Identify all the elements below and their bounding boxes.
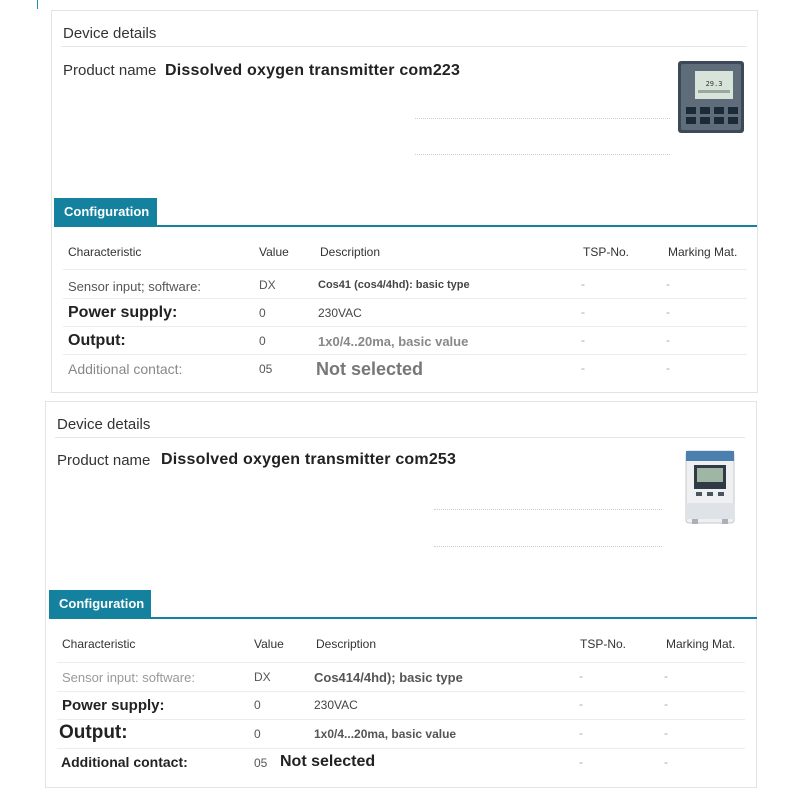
row-characteristic: Sensor input: software: <box>62 670 195 685</box>
row-marking: - <box>666 333 670 347</box>
wall-mount-transmitter-icon <box>682 449 738 530</box>
column-header-characteristic: Characteristic <box>68 245 142 259</box>
product-name-label: Product name <box>63 62 157 79</box>
row-characteristic: Power supply: <box>62 697 165 714</box>
row-value: 05 <box>259 362 273 376</box>
divider <box>55 437 745 438</box>
row-tsp: - <box>581 277 585 291</box>
row-characteristic: Additional contact: <box>68 361 183 377</box>
row-tsp: - <box>581 305 585 319</box>
panel-mount-transmitter-icon <box>676 59 746 140</box>
row-description: Not selected <box>280 753 376 770</box>
row-value: 0 <box>254 727 261 741</box>
column-header-value: Value <box>259 245 289 259</box>
row-characteristic: Sensor input; software: <box>68 279 201 294</box>
row-divider <box>63 326 747 327</box>
column-header-tsp-no: TSP-No. <box>580 637 627 651</box>
dotted-separator <box>415 118 670 119</box>
row-description: Not selected <box>316 359 424 379</box>
row-characteristic: Output: <box>59 722 128 743</box>
row-characteristic: Power supply: <box>68 304 178 321</box>
column-header-description: Description <box>320 245 381 259</box>
row-divider <box>57 691 745 692</box>
column-header-characteristic: Characteristic <box>62 637 136 651</box>
device-details-title: Device details <box>63 25 157 42</box>
row-marking: - <box>664 755 668 769</box>
row-marking: - <box>664 669 668 683</box>
row-marking: - <box>666 361 670 375</box>
row-description: 230VAC <box>314 698 358 712</box>
row-divider <box>57 719 745 720</box>
row-value: 0 <box>259 334 266 348</box>
column-header-value: Value <box>254 637 284 651</box>
divider <box>61 46 747 47</box>
top-accent-mark <box>37 0 38 9</box>
row-tsp: - <box>579 697 583 711</box>
row-description: Cos41 (cos4/4hd): basic type <box>318 279 470 291</box>
row-tsp: - <box>579 726 583 740</box>
row-characteristic: Output: <box>68 332 126 349</box>
column-header-marking-mat: Marking Mat. <box>666 637 736 651</box>
row-marking: - <box>666 305 670 319</box>
tab-configuration[interactable]: Configuration <box>54 198 157 226</box>
row-tsp: - <box>579 755 583 769</box>
tab-configuration[interactable]: Configuration <box>49 590 151 618</box>
row-divider <box>57 748 745 749</box>
product-name-value: Dissolved oxygen transmitter com223 <box>165 62 461 79</box>
svg-text:29.3: 29.3 <box>705 80 723 88</box>
dotted-separator <box>434 509 662 510</box>
row-divider <box>57 662 745 663</box>
device-panel-2 <box>45 401 757 788</box>
row-tsp: - <box>581 333 585 347</box>
row-description: Cos414/4hd); basic type <box>314 670 463 685</box>
row-divider <box>63 269 747 270</box>
product-name-value: Dissolved oxygen transmitter com253 <box>161 451 457 468</box>
dotted-separator <box>415 154 670 155</box>
column-header-tsp-no: TSP-No. <box>583 245 630 259</box>
row-value: 0 <box>259 306 266 320</box>
row-marking: - <box>664 697 668 711</box>
dotted-separator <box>434 546 662 547</box>
row-marking: - <box>666 277 670 291</box>
row-value: DX <box>254 670 271 684</box>
row-value: DX <box>259 278 276 292</box>
device-panel-1 <box>51 10 758 393</box>
row-tsp: - <box>579 669 583 683</box>
row-description: 1x0/4..20ma, basic value <box>318 334 469 349</box>
device-details-title: Device details <box>57 416 151 433</box>
product-name-label: Product name <box>57 452 151 469</box>
row-marking: - <box>664 726 668 740</box>
column-header-marking-mat: Marking Mat. <box>668 245 738 259</box>
row-characteristic: Additional contact: <box>61 754 188 770</box>
row-divider <box>63 298 747 299</box>
row-value: 0 <box>254 698 261 712</box>
tab-underline <box>49 617 757 619</box>
row-divider <box>63 354 747 355</box>
row-value: 05 <box>254 756 268 770</box>
row-description: 1x0/4...20ma, basic value <box>314 727 457 741</box>
tab-underline <box>54 225 757 227</box>
row-tsp: - <box>581 361 585 375</box>
row-description: 230VAC <box>318 306 362 320</box>
column-header-description: Description <box>316 637 377 651</box>
